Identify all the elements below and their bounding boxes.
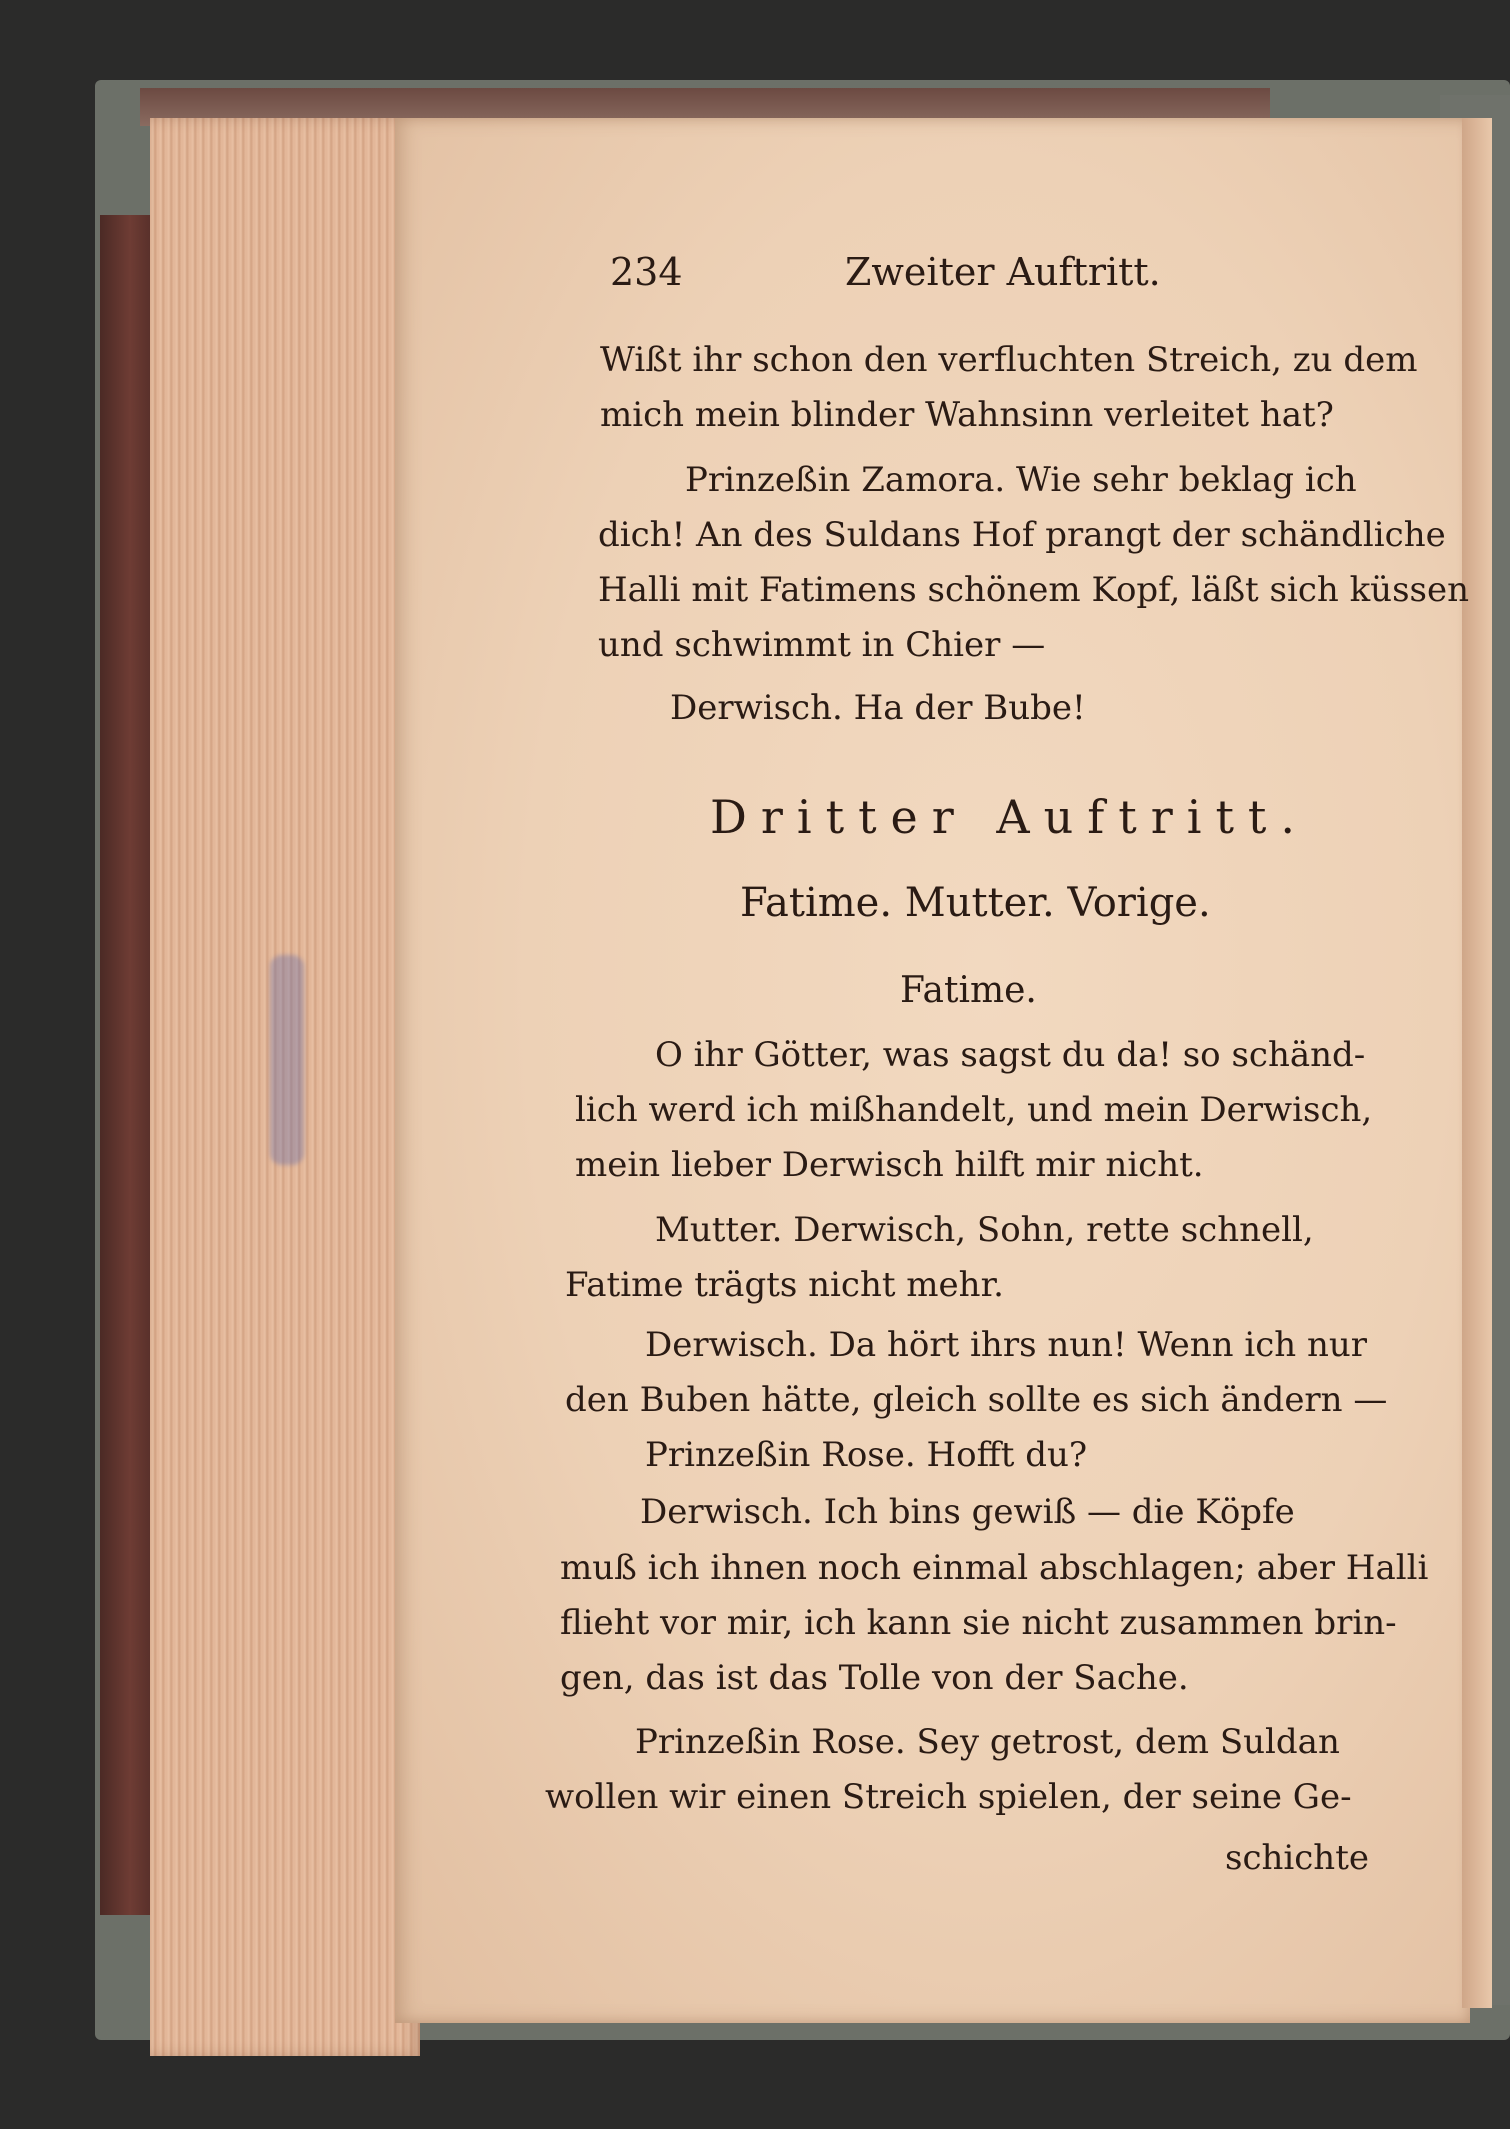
- page-number: 234: [610, 250, 683, 294]
- text-line: mein lieber Derwisch hilft mir nicht.: [575, 1145, 1204, 1185]
- text-line: und schwimmt in Chier —: [598, 625, 1046, 665]
- text-line: wollen wir einen Streich spielen, der seine Ge-: [545, 1777, 1352, 1817]
- text-line: Prinzeßin Rose. Hofft du?: [645, 1435, 1088, 1475]
- text-line: muß ich ihnen noch einmal abschlagen; aber Halli: [560, 1548, 1429, 1588]
- text-line: Derwisch. Ich bins gewiß — die Köpfe: [640, 1492, 1295, 1532]
- text-line: flieht vor mir, ich kann sie nicht zusammen brin-: [560, 1603, 1397, 1643]
- text-line: O ihr Götter, was sagst du da! so schänd-: [655, 1035, 1366, 1075]
- text-line: Prinzeßin Zamora. Wie sehr beklag ich: [685, 460, 1357, 500]
- text-line: gen, das ist das Tolle von der Sache.: [560, 1658, 1189, 1698]
- scene-characters: Fatime. Mutter. Vorige.: [740, 880, 1211, 926]
- text-line: Halli mit Fatimens schönem Kopf, läßt sich küssen: [598, 570, 1469, 610]
- text-line: Mutter. Derwisch, Sohn, rette schnell,: [655, 1210, 1314, 1250]
- text-line: Prinzeßin Rose. Sey getrost, dem Suldan: [635, 1722, 1340, 1762]
- text-line: den Buben hätte, gleich sollte es sich ändern —: [565, 1380, 1388, 1420]
- text-line: Wißt ihr schon den verfluchten Streich, zu dem: [600, 340, 1418, 380]
- speaker-name: Fatime.: [900, 970, 1037, 1011]
- catchword: schichte: [1225, 1838, 1369, 1878]
- running-head: [610, 250, 1165, 306]
- text-line: Fatime trägts nicht mehr.: [565, 1265, 1004, 1305]
- text-line: mich mein blinder Wahnsinn verleitet hat?: [600, 395, 1334, 435]
- text-line: lich werd ich mißhandelt, und mein Derwisch,: [575, 1090, 1373, 1130]
- facing-page-edge: [1462, 118, 1492, 2008]
- library-stamp-mark: [270, 955, 304, 1165]
- text-line: dich! An des Suldans Hof prangt der schändliche: [598, 515, 1446, 555]
- scene-heading: Dritter Auftritt.: [710, 790, 1310, 844]
- running-title: Zweiter Auftritt.: [845, 250, 1161, 294]
- text-line: Derwisch. Ha der Bube!: [670, 688, 1086, 728]
- text-line: Derwisch. Da hört ihrs nun! Wenn ich nur: [645, 1325, 1368, 1365]
